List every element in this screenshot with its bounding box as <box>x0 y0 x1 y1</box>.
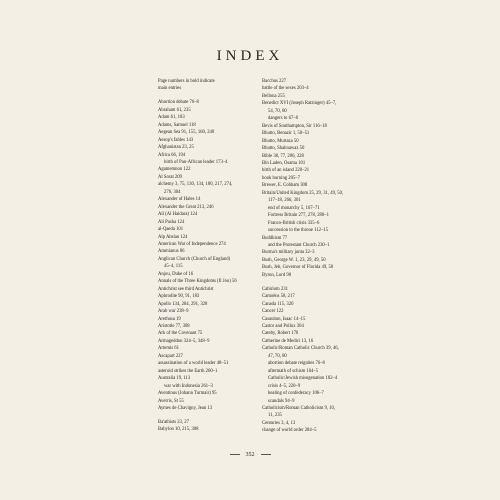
index-entry: Africa 66, 194 <box>158 152 186 158</box>
index-subentry: Fortress Britain 277, 278, 280–1 <box>268 213 329 219</box>
index-entry: Bhutto, Murtaza 50 <box>262 138 299 144</box>
index-subentry: scandals 94–9 <box>268 398 295 404</box>
index-subentry: 47, 70, 80 <box>268 353 287 359</box>
index-entry: Bhutto, Shahnawaz 50 <box>262 146 305 152</box>
index-entry: alchemy 3, 75, 130, 134, 180, 217, 274, <box>158 182 233 188</box>
index-entry: Castor and Pollux 304 <box>262 324 304 329</box>
index-entry: Annals of the Three Kingdoms (Il Joo) 56 <box>158 279 237 285</box>
index-subentry: war with Indonesia 261–3 <box>164 383 213 389</box>
index-entry: Apollo 134, 204, 291, 328 <box>158 301 208 307</box>
index-entry: Armageddon 324–5, 348–9 <box>158 338 210 344</box>
index-entry: Arethusa 19 <box>158 316 181 322</box>
index-entry: Byron, Lord 90 <box>262 272 292 278</box>
index-entry: Agamemnon 122 <box>158 167 191 173</box>
index-entry: Abortion debate 76–8 <box>158 100 199 106</box>
index-entry: Bacchus 227 <box>262 79 287 84</box>
index-subentry: Catholic/Jewish misogenation 182–4 <box>268 376 338 382</box>
index-entry: Bible 38, 77, 206, 328 <box>262 153 304 159</box>
page-number-footer <box>0 452 500 458</box>
index-entry: main entries <box>158 86 182 92</box>
index-entry: Arab war 238–9 <box>158 309 189 315</box>
index-subentry: Franco-British crisis 335–6 <box>268 220 320 226</box>
index-entry: Al Sorat 209 <box>158 174 182 180</box>
index-entry: Bush, George W. 1, 23, 29, 49, 50 <box>262 257 326 263</box>
index-subentry: aftermath of schism 104–5 <box>268 368 319 374</box>
index-entry: Ba'athists 23, 27 <box>158 419 189 425</box>
index-entry: Babylon 10, 215, 308 <box>158 427 199 433</box>
page-number: 352 <box>245 452 255 458</box>
index-subentry: 117–18, 266, 301 <box>268 198 301 204</box>
index-entry: Cateby, Robert 170 <box>262 331 299 337</box>
index-entry: Catholicism/Roman Catholicism 9, 10, <box>262 405 336 411</box>
index-entry: Bevis of Southampton, Sir 116–18 <box>262 123 327 129</box>
index-entry: Ark of the Covenant 75 <box>158 331 203 337</box>
index-entry: Afghanistan 23, 25 <box>158 145 194 151</box>
index-entry: Catherine de Medici 13, 16 <box>262 338 314 344</box>
index-entry: Camoëns 58, 217 <box>262 294 295 300</box>
index-subentry: 45–4, 115 <box>164 264 183 270</box>
index-entry: Alexander of Hales 14 <box>158 197 201 203</box>
index-subentry: 54, 70, 80 <box>268 108 287 114</box>
index-subentry: dangers to 67–8 <box>268 116 298 122</box>
index-entry: Artemis 61 <box>158 346 179 352</box>
index-entry: Alp Abslan 124 <box>158 234 188 240</box>
index-entry: battle of the sexes 203–4 <box>262 86 309 92</box>
index-entry: Ali Pasha 124 <box>158 219 185 225</box>
index-entry: al-Qaeda 101 <box>158 227 184 233</box>
index-entry: Bellona 255 <box>262 93 285 99</box>
index-entry: Cancer 122 <box>262 309 284 315</box>
index-subentry: abortion debate reignites 76–8 <box>268 361 325 367</box>
index-subentry: 11, 235 <box>268 413 282 419</box>
index-subentry: and the Protestant Church 230–1 <box>268 242 330 248</box>
index-entry: Bin Laden, Osama 101 <box>262 160 306 166</box>
index-entry: Antichrist see third Antichrist <box>158 286 214 292</box>
index-entry: Brewer, E. Cobham 308 <box>262 183 308 189</box>
index-subentry: end of monarchy 5, 167–71 <box>268 205 320 211</box>
index-subentry: succession to the throne 112–15 <box>268 228 328 234</box>
index-entry: Benedict XVI (Joseph Ratzinger) 45–7, <box>262 101 337 107</box>
index-subentry: birth of Pan-African leader 173–4 <box>164 160 228 166</box>
index-entry: Page numbers in bold indicate <box>158 79 215 84</box>
index-entry: American War of Independence 274 <box>158 242 226 248</box>
index-subentry: healing of confederacy 106–7 <box>268 391 324 397</box>
index-entry: Bush, Jeb, Governor of Florida 49, 50 <box>262 265 334 271</box>
index-entry: birth of an island 220–21 <box>262 168 310 174</box>
index-entry: book burning 205–7 <box>262 175 301 181</box>
index-entry: assassination of a world leader 48–51 <box>158 361 229 367</box>
index-entry: Anglican Church (Church of England) <box>158 256 231 262</box>
index-entry: Catholic/Roman Catholic Church 39, 46, <box>262 346 339 352</box>
index-entry: Aesop's fables 143 <box>158 137 194 143</box>
index-entry: change of world order 284–5 <box>262 428 317 434</box>
index-entry: Averris, St 55 <box>158 398 184 404</box>
index-entry: Buddhism 77 <box>262 235 288 241</box>
index-entry: Ali (Al Haidara) 124 <box>158 212 198 218</box>
index-entry: Casaubon, Isaac 14–15 <box>262 316 306 322</box>
index-entry: Aegean Sea 91, 155, 160, 240 <box>158 130 215 136</box>
index-entry: Adams, Samuel 118 <box>158 122 196 128</box>
index-subentry: 276, 304 <box>164 189 181 195</box>
index-entry: Aventinus (Johann Turmair) 95 <box>158 391 217 397</box>
index-entry: Aristotle 77, 308 <box>158 324 190 329</box>
index-entry: Centuries 3, 4, 13 <box>262 420 296 426</box>
index-entry: Alexander the Great 213, 246 <box>158 204 214 210</box>
index-subentry: crisis 4–5, 220–9 <box>268 383 301 389</box>
index-entry: Burma's military junta 32–3 <box>262 250 315 256</box>
index-entry: Cabiriom 231 <box>262 286 288 292</box>
index-entry: Ammianus 86 <box>158 249 185 255</box>
index-entry: Adam 61, 183 <box>158 115 185 121</box>
index-column-right <box>262 78 387 435</box>
index-entry: Anjou, Duke of 16 <box>158 271 194 277</box>
index-entry: asteroid strikes the Earth 260–1 <box>158 368 218 374</box>
index-entry: Aphrodite 90, 91, 183 <box>158 294 200 300</box>
index-entry: Australia 19, 113 <box>158 376 191 382</box>
page-title: INDEX <box>216 48 284 64</box>
index-entry: Aymes de Chavigny, Jean 13 <box>158 405 213 411</box>
footer-rule-right <box>261 454 271 455</box>
index-entry: Canada 115, 320 <box>262 301 294 307</box>
index-entry: Ascapart 227 <box>158 353 183 359</box>
index-entry: Bhutto, Benazir 1, 50–51 <box>262 131 310 137</box>
index-entry: Abraham 61, 235 <box>158 107 191 113</box>
footer-rule-left <box>230 454 240 455</box>
index-entry: Britain/United Kingdom 25, 29, 31, 49, 50, <box>262 190 344 196</box>
